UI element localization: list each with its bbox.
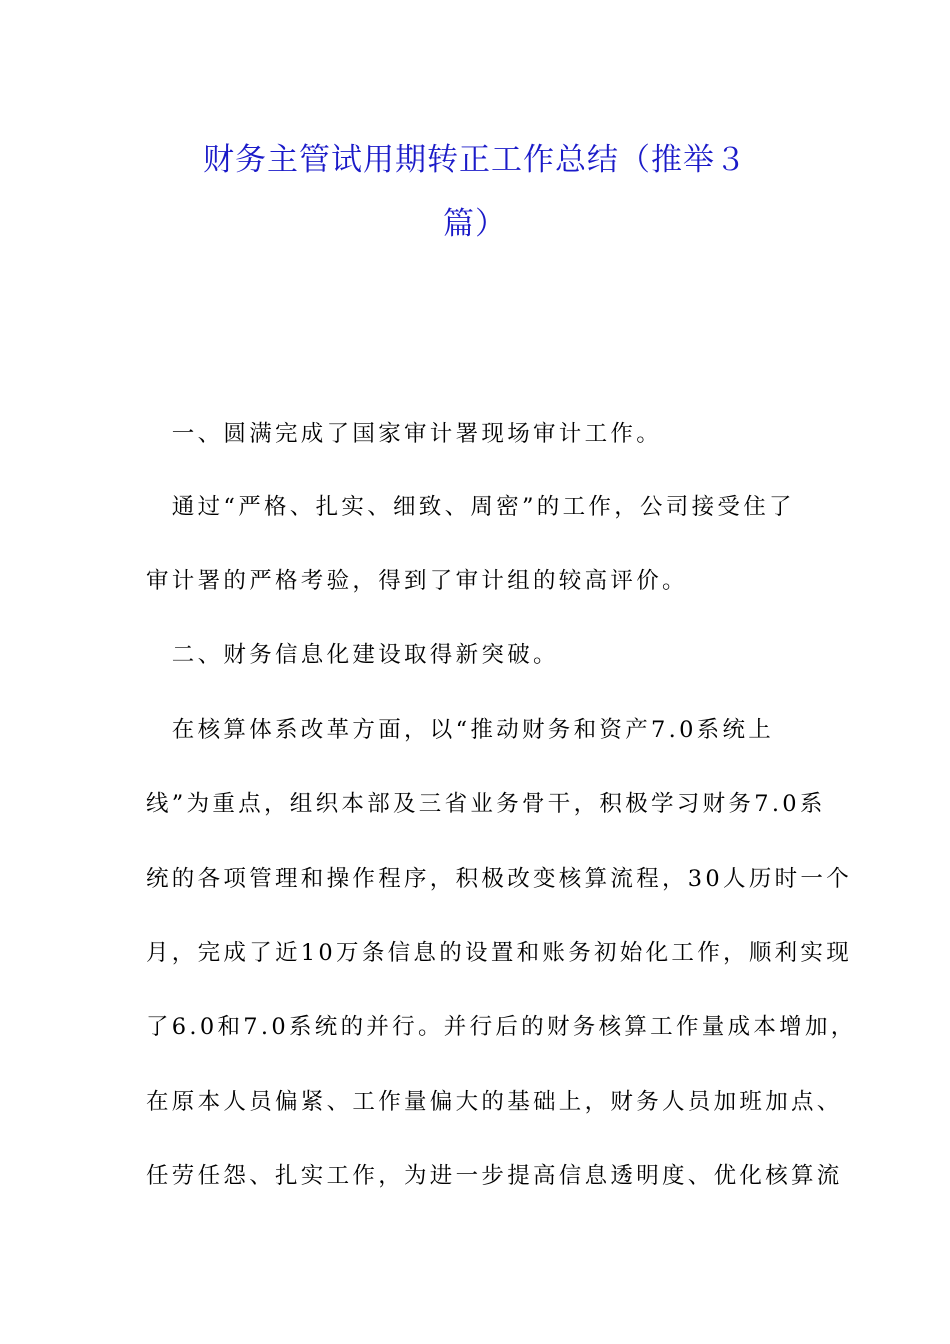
- paragraph-line: 审计署的严格考验，得到了审计组的较高评价。: [146, 568, 688, 594]
- paragraph-line: 了6.0和7.0系统的并行。并行后的财务核算工作量成本增加，: [146, 1014, 857, 1040]
- paragraph-line: 线”为重点，组织本部及三省业务骨干，积极学习财务7.0系: [146, 791, 826, 817]
- paragraph-line: 任劳任怨、扎实工作，为进一步提高信息透明度、优化核算流: [146, 1163, 843, 1189]
- paragraph-line: 在原本人员偏紧、工作量偏大的基础上，财务人员加班加点、: [146, 1089, 843, 1115]
- document-title: [140, 128, 810, 256]
- paragraph-line: 二、财务信息化建设取得新突破。: [146, 642, 559, 668]
- paragraph-line: 统的各项管理和操作程序，积极改变核算流程，30人历时一个: [146, 866, 853, 892]
- paragraph-line: 月，完成了近10万条信息的设置和账务初始化工作，顺利实现: [146, 940, 853, 966]
- paragraph-line: 在核算体系改革方面，以“推动财务和资产7.0系统上: [146, 717, 775, 743]
- title-line-1: 财务主管试用期转正工作总结（推举３: [203, 142, 747, 178]
- paragraph-line: 一、圆满完成了国家审计署现场审计工作。: [146, 421, 663, 447]
- paragraph-line: 通过“严格、扎实、细致、周密”的工作，公司接受住了: [146, 494, 795, 520]
- title-line-2: 篇）: [443, 206, 507, 242]
